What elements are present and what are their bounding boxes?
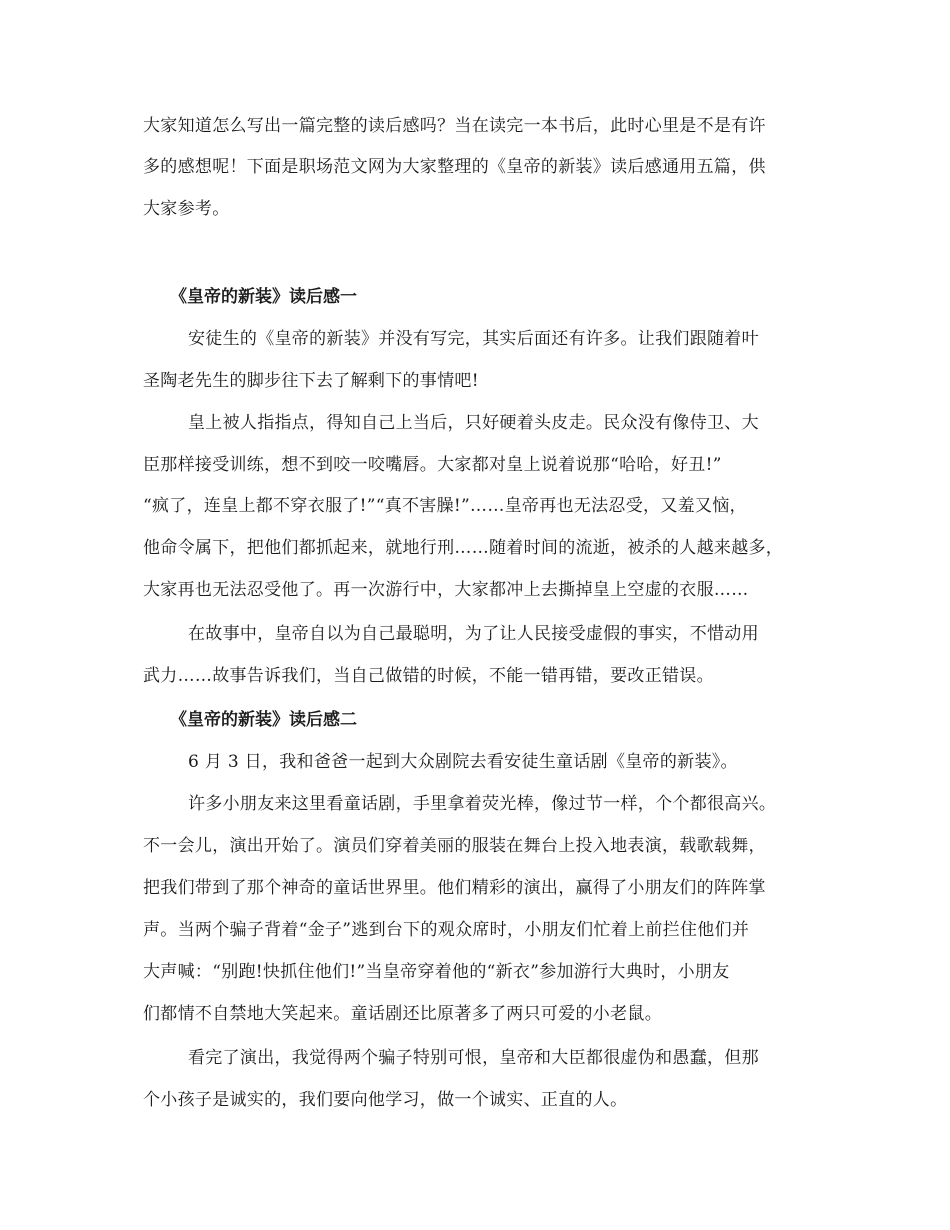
body-line: 6 月 3 日，我和爸爸一起到大众剧院去看安徒生童话剧《皇帝的新装》。 xyxy=(188,752,738,772)
body-line: 声。当两个骗子背着“金子”逃到台下的观众席时，小朋友们忙着上前拦住他们并 xyxy=(143,920,750,940)
intro-line: 大家参考。 xyxy=(143,199,230,219)
body-line: 他命令属下，把他们都抓起来，就地行刑……随着时间的流逝，被杀的人越来越多， xyxy=(143,538,784,558)
section-heading: 《皇帝的新装》读后感一 xyxy=(170,287,357,307)
body-line: 臣那样接受训练，想不到咬一咬嘴唇。大家都对皇上说着说那“哈哈，好丑!” xyxy=(143,455,722,475)
body-line: 在故事中，皇帝自以为自己最聪明，为了让人民接受虚假的事实，不惜动用 xyxy=(188,624,759,644)
intro-line: 多的感想呢！下面是职场范文网为大家整理的《皇帝的新装》读后感通用五篇，供 xyxy=(143,157,766,177)
body-line: 皇上被人指指点，得知自己上当后，只好硬着头皮走。民众没有像侍卫、大 xyxy=(188,413,759,433)
body-line: 个小孩子是诚实的，我们要向他学习，做一个诚实、正直的人。 xyxy=(143,1090,628,1110)
section-heading: 《皇帝的新装》读后感二 xyxy=(170,710,357,730)
body-line: 看完了演出，我觉得两个骗子特别可恨，皇帝和大臣都很虚伪和愚蠢，但那 xyxy=(188,1048,759,1068)
body-line: 把我们带到了那个神奇的童话世界里。他们精彩的演出，赢得了小朋友们的阵阵掌 xyxy=(143,878,766,898)
body-line: 们都情不自禁地大笑起来。童话剧还比原著多了两只可爱的小老鼠。 xyxy=(143,1004,662,1024)
intro-line: 大家知道怎么写出一篇完整的读后感吗？当在读完一本书后，此时心里是不是有许 xyxy=(143,116,766,136)
body-line: 安徒生的《皇帝的新装》并没有写完，其实后面还有许多。让我们跟随着叶 xyxy=(188,329,759,349)
body-line: “疯了，连皇上都不穿衣服了!”“真不害臊!”……皇帝再也无法忍受，又羞又恼， xyxy=(143,496,747,516)
body-line: 许多小朋友来这里看童话剧，手里拿着荧光棒，像过节一样，个个都很高兴。 xyxy=(188,794,777,814)
body-line: 圣陶老先生的脚步往下去了解剩下的事情吧! xyxy=(143,371,479,391)
body-line: 大声喊：“别跑!快抓住他们!”当皇帝穿着他的“新衣”参加游行大典时，小朋友 xyxy=(143,962,730,982)
body-line: 武力……故事告诉我们，当自己做错的时候，不能一错再错，要改正错误。 xyxy=(143,666,714,686)
body-line: 大家再也无法忍受他了。再一次游行中，大家都冲上去撕掉皇上空虚的衣服…… xyxy=(143,580,749,600)
body-line: 不一会儿，演出开始了。演员们穿着美丽的服装在舞台上投入地表演，载歌载舞， xyxy=(143,836,766,856)
